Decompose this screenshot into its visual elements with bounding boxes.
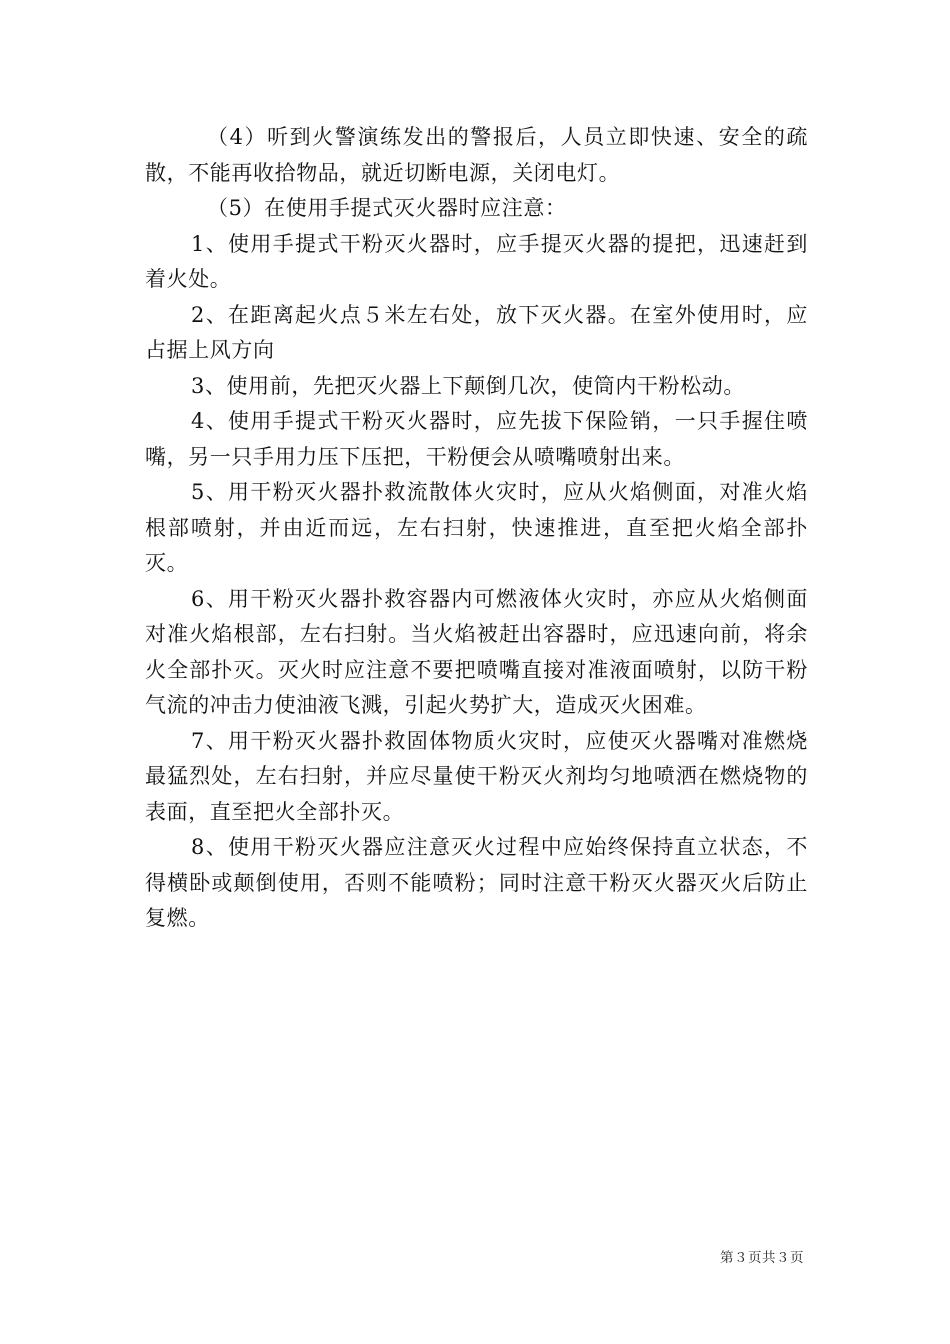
paragraph-step-8: 8、使用干粉灭火器应注意灭火过程中应始终保持直立状态，不得横卧或颠倒使用，否则不能喷粉；同时注意干粉灭火器灭火后防止复燃。 (145, 835, 808, 930)
paragraph-step-7: 7、用干粉灭火器扑救固体物质火灾时，应使灭火器嘴对准燃烧最猛烈处，左右扫射，并应尽量使干粉灭火剂均匀地喷洒在燃烧物的表面，直至把火全部扑灭。 (145, 728, 808, 824)
document-body (145, 120, 808, 937)
paragraph-extinguisher-notes-heading: （5）在使用手提式灭火器时应注意： (207, 196, 567, 220)
paragraph-step-2: 2、在距离起火点５米左右处，放下灭火器。在室外使用时，应占据上风方向 (145, 302, 808, 362)
paragraph-step-4: 4、使用手提式干粉灭火器时，应先拔下保险销，一只手握住喷嘴，另一只手用力压下压把，干粉便会从喷嘴喷射出来。 (145, 409, 808, 469)
paragraph-step-3: 3、使用前，先把灭火器上下颠倒几次，使筒内干粉松动。 (191, 373, 745, 398)
paragraph-step-5: 5、用干粉灭火器扑救流散体火灾时，应从火焰侧面，对准火焰根部喷射，并由近而远，左右扫射，快速推进，直至把火焰全部扑灭。 (145, 480, 808, 575)
page-number-footer: 第３页共３页 (720, 1250, 804, 1266)
paragraph-fire-alarm-evacuation: （4）听到火警演练发出的警报后，人员立即快速、安全的疏散，不能再收拾物品，就近切断电源，关闭电灯。 (145, 125, 808, 185)
paragraph-step-1: 1、使用手提式干粉灭火器时，应手提灭火器的提把，迅速赶到着火处。 (145, 231, 808, 291)
paragraph-step-6: 6、用干粉灭火器扑救容器内可燃液体火灾时，亦应从火焰侧面对准火焰根部，左右扫射。当火焰被赶出容器时，应迅速向前，将余火全部扑灭。灭火时应注意不要把喷嘴直接对准液面喷射，以防干粉气流的冲击力使油液飞溅，引起火势扩大，造成灭火困难。 (145, 586, 808, 717)
